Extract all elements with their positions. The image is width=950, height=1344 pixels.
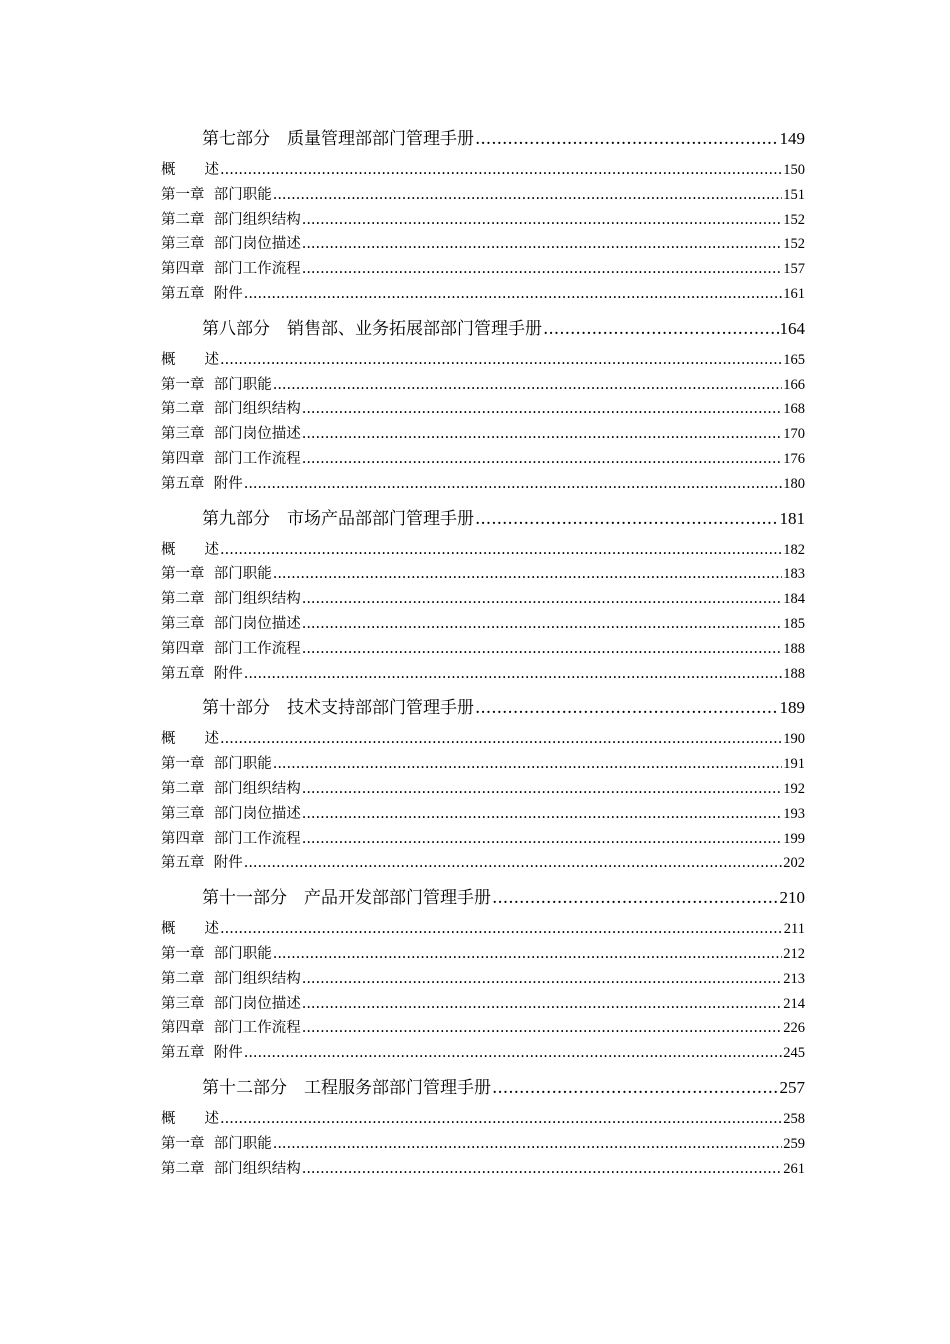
toc-entry-page-number: 180 [783, 475, 805, 492]
toc-entry[interactable] [161, 538, 805, 563]
toc-entry-page-number: 176 [783, 450, 805, 467]
toc-entry[interactable] [161, 1041, 805, 1066]
toc-entry[interactable] [161, 282, 805, 307]
toc-entry-page-number: 258 [783, 1110, 805, 1127]
toc-part-heading[interactable] [161, 314, 805, 342]
toc-part-title: 第十二部分 工程服务部部门管理手册 [202, 1077, 491, 1098]
toc-part-page-number: 149 [779, 129, 805, 148]
toc-entry[interactable] [161, 257, 805, 282]
toc-entry[interactable] [161, 1107, 805, 1132]
toc-leader-dots [475, 698, 779, 718]
toc-entry[interactable] [161, 397, 805, 422]
toc-entry-page-number: 193 [783, 805, 805, 822]
toc-leader-dots [220, 352, 782, 368]
toc-part-title: 第十部分 技术支持部部门管理手册 [202, 698, 474, 719]
toc-entry-page-number: 213 [783, 970, 805, 987]
toc-entry-page-number: 185 [783, 615, 805, 632]
toc-entry-label: 第五章 附件 [161, 855, 243, 872]
toc-leader-dots [220, 731, 782, 747]
toc-leader-dots [543, 319, 779, 339]
toc-leader-dots [273, 946, 783, 962]
toc-entry-page-number: 214 [783, 995, 805, 1012]
toc-leader-dots [273, 756, 783, 772]
toc-entry-page-number: 152 [783, 236, 805, 253]
toc-part-title: 第八部分 销售部、业务拓展部部门管理手册 [202, 318, 542, 339]
toc-part-page-number: 181 [779, 508, 805, 528]
toc-part-title: 第十一部分 产品开发部部门管理手册 [202, 888, 491, 909]
toc-entry[interactable] [161, 183, 805, 208]
toc-entry[interactable] [161, 422, 805, 447]
toc-entry-page-number: 226 [783, 1020, 805, 1037]
toc-entry[interactable] [161, 158, 805, 183]
toc-part-heading[interactable] [161, 693, 805, 721]
toc-entry-label: 第四章 部门工作流程 [161, 640, 301, 657]
toc-entry-page-number: 192 [783, 780, 805, 797]
toc-leader-dots [273, 566, 783, 582]
toc-leader-dots [302, 236, 783, 252]
toc-entry-page-number: 259 [783, 1135, 805, 1152]
toc-entry-label: 第五章 附件 [161, 475, 243, 492]
toc-entry-label: 第五章 附件 [161, 665, 243, 682]
toc-leader-dots [302, 401, 783, 417]
toc-entry-label: 概 述 [161, 541, 219, 558]
toc-leader-dots [302, 261, 783, 277]
toc-entry-label: 第二章 部门组织结构 [161, 970, 301, 987]
toc-leader-dots [302, 616, 783, 632]
toc-entry[interactable] [161, 637, 805, 662]
toc-leader-dots [475, 129, 779, 149]
toc-entry-page-number: 166 [783, 376, 805, 393]
toc-leader-dots [220, 162, 782, 178]
toc-leader-dots [302, 971, 783, 987]
toc-entry-page-number: 212 [783, 945, 805, 962]
toc-entry[interactable] [161, 802, 805, 827]
toc-entry-label: 概 述 [161, 731, 219, 748]
table-of-contents [161, 124, 805, 1188]
toc-entry[interactable] [161, 373, 805, 398]
toc-entry-page-number: 182 [783, 541, 805, 558]
toc-entry-label: 第三章 部门岗位描述 [161, 236, 301, 253]
toc-leader-dots [302, 806, 783, 822]
toc-part-page-number: 257 [779, 1077, 805, 1097]
toc-entry-label: 第五章 附件 [161, 285, 243, 302]
toc-entry-page-number: 199 [783, 830, 805, 847]
toc-entry[interactable] [161, 562, 805, 587]
toc-entry-page-number: 188 [783, 665, 805, 682]
toc-entry-label: 第二章 部门组织结构 [161, 591, 301, 608]
toc-entry-page-number: 261 [783, 1160, 805, 1177]
toc-entry-label: 第四章 部门工作流程 [161, 830, 301, 847]
toc-entry-label: 第三章 部门岗位描述 [161, 805, 301, 822]
toc-part-group [161, 314, 805, 497]
toc-part-group [161, 124, 805, 307]
toc-entry[interactable] [161, 1157, 805, 1182]
toc-entry[interactable] [161, 851, 805, 876]
toc-entry[interactable] [161, 1132, 805, 1157]
toc-leader-dots [475, 509, 779, 529]
toc-part-group [161, 1073, 805, 1181]
toc-entry-page-number: 151 [783, 186, 805, 203]
toc-entry-label: 第一章 部门职能 [161, 756, 272, 773]
toc-leader-dots [492, 888, 779, 908]
toc-leader-dots [492, 1078, 779, 1098]
toc-leader-dots [244, 1045, 783, 1061]
toc-entry-label: 第三章 部门岗位描述 [161, 995, 301, 1012]
toc-part-page-number: 189 [779, 698, 805, 718]
toc-entry[interactable] [161, 662, 805, 687]
toc-part-page-number: 210 [779, 888, 805, 908]
toc-part-group [161, 693, 805, 876]
toc-leader-dots [220, 542, 782, 558]
toc-entry-page-number: 161 [783, 285, 805, 302]
toc-entry[interactable] [161, 232, 805, 257]
toc-part-heading[interactable] [161, 883, 805, 911]
toc-entry-page-number: 188 [783, 640, 805, 657]
toc-entry[interactable] [161, 348, 805, 373]
toc-entry-label: 第三章 部门岗位描述 [161, 615, 301, 632]
toc-entry-label: 第二章 部门组织结构 [161, 401, 301, 418]
toc-entry[interactable] [161, 827, 805, 852]
toc-leader-dots [302, 1020, 783, 1036]
toc-entry[interactable] [161, 1016, 805, 1041]
toc-entry[interactable] [161, 992, 805, 1017]
toc-entry-label: 第一章 部门职能 [161, 186, 272, 203]
toc-entry-page-number: 170 [783, 426, 805, 443]
toc-entry-page-number: 190 [783, 731, 805, 748]
toc-part-heading[interactable] [161, 124, 805, 152]
toc-entry-page-number: 165 [783, 351, 805, 368]
toc-entry[interactable] [161, 472, 805, 497]
toc-entry-page-number: 202 [783, 855, 805, 872]
toc-entry-label: 第五章 附件 [161, 1045, 243, 1062]
toc-entry-label: 第四章 部门工作流程 [161, 450, 301, 467]
toc-entry-label: 第一章 部门职能 [161, 945, 272, 962]
toc-part-heading[interactable] [161, 504, 805, 532]
toc-entry[interactable] [161, 752, 805, 777]
toc-leader-dots [273, 187, 783, 203]
toc-leader-dots [244, 855, 783, 871]
toc-leader-dots [220, 1111, 782, 1127]
toc-leader-dots [302, 451, 783, 467]
toc-entry-page-number: 168 [783, 401, 805, 418]
toc-entry-label: 概 述 [161, 1110, 219, 1127]
toc-leader-dots [273, 377, 783, 393]
toc-leader-dots [302, 426, 783, 442]
toc-entry-label: 第二章 部门组织结构 [161, 211, 301, 228]
toc-entry-page-number: 191 [783, 756, 805, 773]
toc-entry-page-number: 184 [783, 591, 805, 608]
toc-leader-dots [302, 591, 783, 607]
toc-leader-dots [302, 212, 783, 228]
toc-leader-dots [244, 476, 783, 492]
toc-entry[interactable] [161, 612, 805, 637]
toc-part-heading[interactable] [161, 1073, 805, 1101]
toc-leader-dots [302, 831, 783, 847]
toc-leader-dots [302, 996, 783, 1012]
toc-entry-label: 第三章 部门岗位描述 [161, 426, 301, 443]
toc-entry-label: 概 述 [161, 351, 219, 368]
toc-entry-label: 概 述 [161, 162, 219, 178]
toc-part-group [161, 504, 805, 687]
toc-entry[interactable] [161, 447, 805, 472]
toc-entry-page-number: 150 [783, 162, 805, 178]
toc-entry-label: 第四章 部门工作流程 [161, 1020, 301, 1037]
toc-entry-label: 第一章 部门职能 [161, 1135, 272, 1152]
toc-part-page-number: 164 [779, 318, 805, 338]
toc-entry-label: 第二章 部门组织结构 [161, 780, 301, 797]
toc-leader-dots [302, 641, 783, 657]
toc-entry-page-number: 183 [783, 566, 805, 583]
toc-entry[interactable] [161, 942, 805, 967]
toc-entry-label: 概 述 [161, 921, 219, 938]
toc-leader-dots [302, 1161, 783, 1177]
toc-entry-label: 第四章 部门工作流程 [161, 261, 301, 278]
toc-entry-page-number: 152 [783, 211, 805, 228]
toc-part-title: 第九部分 市场产品部部门管理手册 [202, 508, 474, 529]
toc-entry[interactable] [161, 208, 805, 233]
toc-entry-page-number: 211 [783, 921, 805, 938]
toc-part-group [161, 883, 805, 1066]
toc-entry[interactable] [161, 587, 805, 612]
toc-entry[interactable] [161, 727, 805, 752]
toc-entry[interactable] [161, 777, 805, 802]
toc-leader-dots [302, 781, 783, 797]
toc-leader-dots [244, 666, 783, 682]
toc-entry[interactable] [161, 917, 805, 942]
toc-leader-dots [244, 286, 783, 302]
toc-entry[interactable] [161, 967, 805, 992]
toc-leader-dots [273, 1136, 783, 1152]
toc-leader-dots [220, 921, 783, 937]
toc-entry-label: 第一章 部门职能 [161, 376, 272, 393]
toc-entry-label: 第一章 部门职能 [161, 566, 272, 583]
toc-entry-label: 第二章 部门组织结构 [161, 1160, 301, 1177]
toc-entry-page-number: 245 [783, 1045, 805, 1062]
toc-entry-page-number: 157 [783, 261, 805, 278]
toc-part-title: 第七部分 质量管理部部门管理手册 [202, 129, 474, 149]
